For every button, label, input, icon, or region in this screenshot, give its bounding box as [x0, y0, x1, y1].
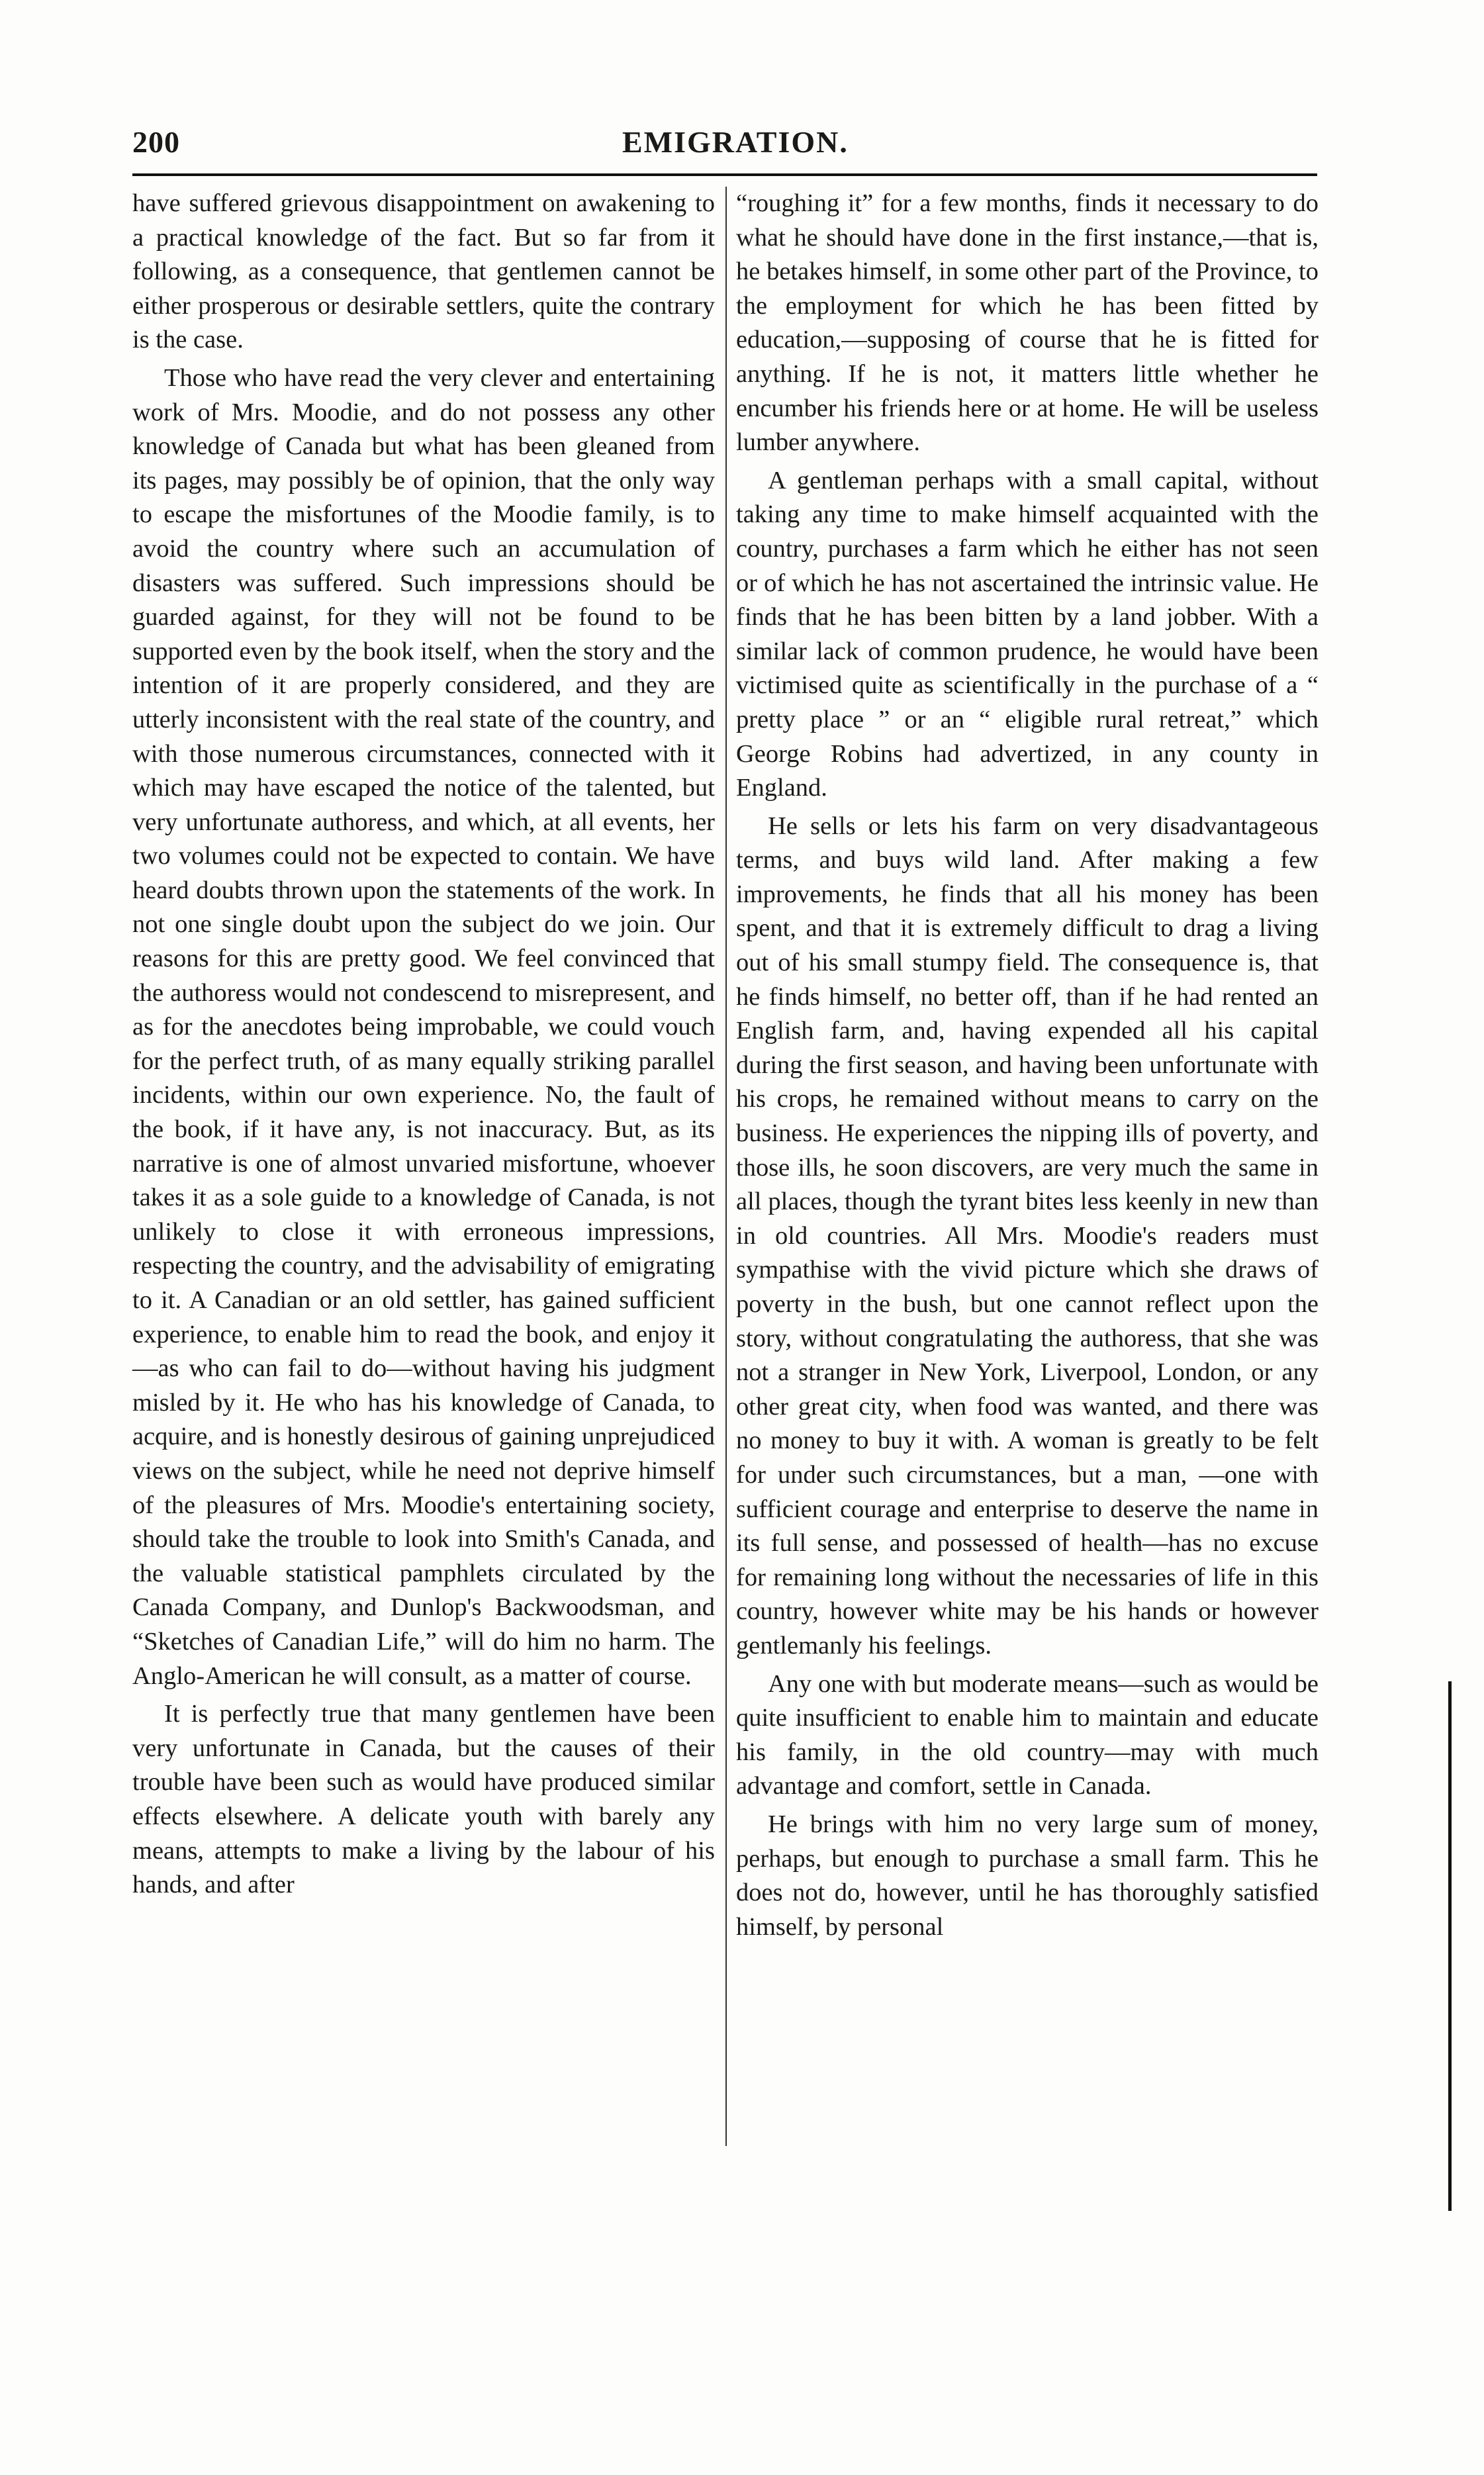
paragraph: Those who have read the very clever and entertaining work of Mrs. Moodie, and do not possess any other knowledge of Canada but what has been gleaned from its pages, may possibly be of opinion, that the only way to escape the misfortunes of the Moodie family, is to avoid the country where such an accumulation of disasters was suffered. Such impressions should be guarded against, for they will not be found to be supported even by the book itself, when the story and the intention of it are properly considered, and they are utterly inconsistent with the real state of the country, and with those numerous circumstances, connected with it which may have escaped the notice of the talented, but very unfortunate authoress, and which, at all events, her two volumes could not be expected to contain. We have heard doubts thrown upon the statements of the work. In not one single doubt upon the subject do we join. Our reasons for this are pretty good. We feel convinced that the authoress would not condescend to misrepresent, and as for the anecdotes being improbable, we could vouch for the perfect truth, of as many equally striking parallel incidents, within our own experience. No, the fault of the book, if it have any, is not inaccuracy. But, as its narrative is one of almost unvaried misfortune, whoever takes it as a sole guide to a knowledge of Canada, is not unlikely to close it with erroneous impressions, respecting the country, and the advisability of emigrating to it. A Canadian or an old settler, has gained sufficient experience, to enable him to read the book, and enjoy it—as who can fail to do—without having his judgment misled by it. He who has his knowledge of Canada, to acquire, and is honestly desirous of gaining unprejudiced views on the subject, while he need not deprive himself of the pleasures of Mrs. Moodie's entertaining society, should take the trouble to look into Smith's Canada, and the valuable statistical pamphlets circulated by the Canada Company, and Dunlop's Backwoodsman, and “Sketches of Canadian Life,” will do him no harm. The Anglo-American he will consult, as a matter of course.: [132, 363, 715, 1690]
right-column: [736, 187, 1319, 1948]
page-header: [132, 124, 1317, 171]
paragraph: He brings with him no very large sum of money, perhaps, but enough to purchase a small farm. This he does not do, however, until he has thoroughly satisfied himself, by personal: [736, 1810, 1319, 1941]
paragraph: “roughing it” for a few months, finds it necessary to do what he should have done in the first instance,—that is, he betakes himself, in some other part of the Province, to the employment for which he has been fitted by education,—supposing of course that he is fitted for anything. If he is not, it matters little whether he encumber his friends here or at home. He will be useless lumber anywhere.: [736, 189, 1319, 457]
header-rule: [132, 173, 1317, 176]
running-title: EMIGRATION.: [622, 125, 849, 159]
margin-mark: [1448, 1681, 1452, 2211]
paragraph: Any one with but moderate means—such as would be quite insufficient to enable him to maintain and educate his family, in the old country—may with much advantage and comfort, settle in Canada.: [736, 1669, 1319, 1800]
column-divider: [725, 187, 727, 2146]
paragraph: A gentleman perhaps with a small capital, without taking any time to make himself acquainted with the country, purchases a farm which he either has not seen or of which he has not ascertained the intrinsic value. He finds that he has been bitten by a land jobber. With a similar lack of common prudence, he would have been victimised quite as scientifically in the purchase of a “ pretty place ” or an “ eligible rural retreat,” which George Robins had advertized, in any county in England.: [736, 466, 1319, 802]
paragraph: have suffered grievous disappointment on awakening to a practical knowledge of the fact. But so far from it following, as a consequence, that gentlemen cannot be either prosperous or desirable settlers, quite the contrary is the case.: [132, 189, 715, 354]
paragraph: It is perfectly true that many gentlemen have been very unfortunate in Canada, but the causes of their trouble have been such as would have produced similar effects elsewhere. A delicate youth with barely any means, attempts to make a living by the labour of his hands, and after: [132, 1700, 715, 1899]
paragraph: He sells or lets his farm on very disadvantageous terms, and buys wild land. After making a few improvements, he finds that all his money has been spent, and that it is extremely difficult to drag a living out of his small stumpy field. The consequence is, that he finds himself, no better off, than if he had rented an English farm, and, having expended all his capital during the first season, and having been unfortunate with his crops, he remained without means to carry on the business. He experiences the nipping ills of poverty, and those ills, he soon discovers, are very much the same in all places, though the tyrant bites less keenly in new than in old countries. All Mrs. Moodie's readers must sympathise with the vivid picture which she draws of poverty in the bush, but one cannot reflect upon the story, without congratulating the authoress, that she was not a stranger in New York, Liverpool, London, or any other great city, when food was wanted, and there was no money to buy it with. A woman is greatly to be felt for under such circumstances, but a man, —one with sufficient courage and enterprise to deserve the name in its full sense, and possessed of health—has no excuse for remaining long without the necessaries of life in this country, however white may be his hands or however gentlemanly his feelings.: [736, 812, 1319, 1659]
left-column: [132, 187, 715, 1906]
page-number: 200: [132, 125, 180, 159]
